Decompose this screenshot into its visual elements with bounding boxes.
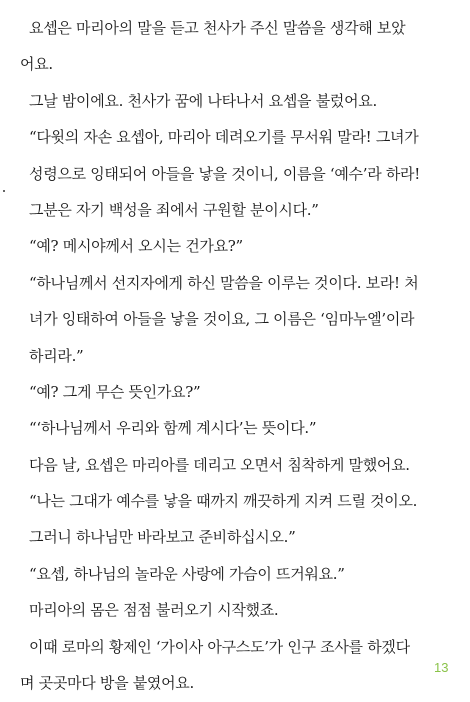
text-line: 어요. — [20, 55, 53, 74]
text-line: “예? 그게 무슨 뜻인가요?” — [29, 382, 201, 401]
text-line: 녀가 잉태하여 아들을 낳을 것이요, 그 이름은 ‘임마누엘’이라 — [29, 310, 415, 329]
text-line: “다윗의 자손 요셉아, 마리아 데려오기를 무서워 말라! 그녀가 — [29, 128, 419, 147]
text-line: “‘하나님께서 우리와 함께 계시다’는 뜻이다.” — [29, 419, 317, 438]
text-line: “나는 그대가 예수를 낳을 때까지 깨끗하게 지켜 드릴 것이오. — [29, 492, 418, 511]
body-text — [18, 10, 454, 701]
text-line: 이때 로마의 황제인 ‘가이사 아구스도’가 인구 조사를 하겠다 — [29, 637, 410, 656]
text-line: 다음 날, 요셉은 마리아를 데리고 오면서 침착하게 말했어요. — [29, 455, 410, 474]
text-line: “예? 메시야께서 오시는 건가요?” — [29, 237, 243, 256]
text-line: 요셉은 마리아의 말을 듣고 천사가 주신 말씀을 생각해 보았 — [29, 19, 406, 37]
text-line: 그분은 자기 백성을 죄에서 구원할 분이시다.” — [29, 200, 319, 219]
page-number: 13 — [434, 660, 449, 675]
text-line: 마리아의 몸은 점점 불러오기 시작했죠. — [29, 601, 279, 620]
text-line: 그러니 하나님만 바라보고 준비하십시오.” — [29, 528, 296, 547]
text-line: “요셉, 하나님의 놀라운 사랑에 가슴이 뜨거워요.” — [29, 564, 345, 583]
text-line: 며 곳곳마다 방을 붙였어요. — [20, 674, 194, 693]
text-line: 성령으로 잉태되어 아들을 낳을 것이니, 이름을 ‘예수’라 하라! — [29, 164, 420, 183]
text-line: 그날 밤이에요. 천사가 꿈에 나타나서 요셉을 불렀어요. — [29, 91, 377, 110]
text-line: “하나님께서 선지자에게 하신 말씀을 이루는 것이다. 보라! 처 — [29, 273, 419, 292]
text-line: 하리라.” — [29, 346, 84, 365]
margin-mark — [3, 190, 5, 192]
